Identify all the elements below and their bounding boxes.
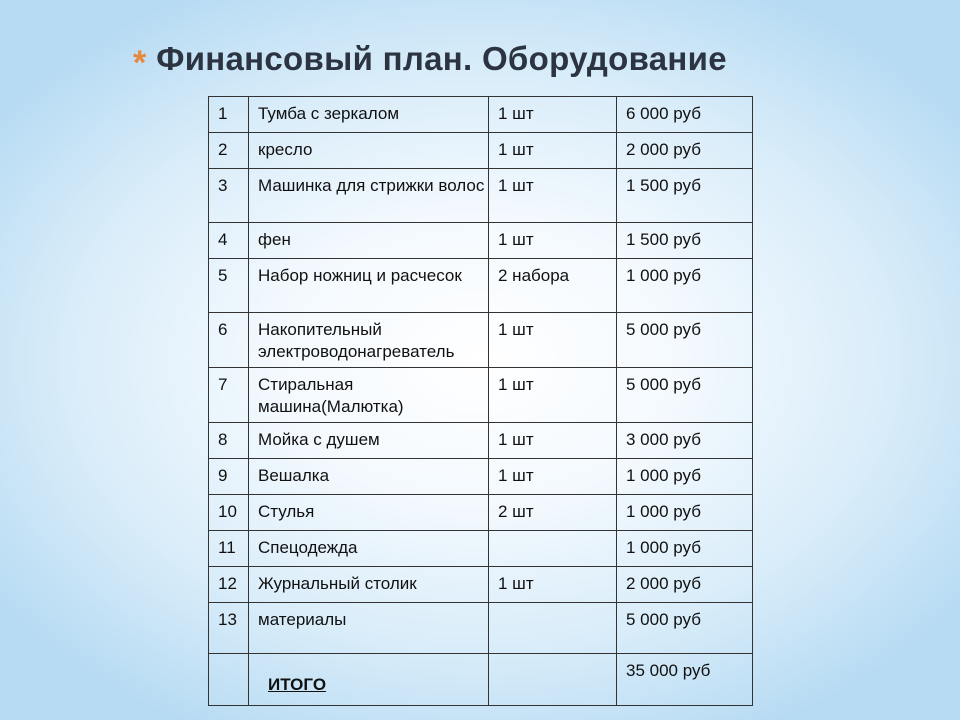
item-quantity: 1 шт [489, 313, 617, 368]
row-number: 11 [209, 531, 249, 567]
item-quantity: 2 шт [489, 495, 617, 531]
item-quantity: 1 шт [489, 97, 617, 133]
row-number: 3 [209, 169, 249, 223]
page-title: Финансовый план. Оборудование [156, 40, 727, 77]
row-number: 2 [209, 133, 249, 169]
asterisk-bullet-icon: * [133, 44, 147, 82]
item-price: 1 500 руб [617, 169, 753, 223]
table-row [209, 313, 753, 368]
item-quantity: 1 шт [489, 169, 617, 223]
row-number: 7 [209, 368, 249, 423]
item-name: Стиральная машина(Малютка) [249, 368, 489, 423]
item-quantity: 1 шт [489, 423, 617, 459]
item-name: Спецодежда [249, 531, 489, 567]
total-label: ИТОГО [268, 675, 327, 694]
item-quantity: 1 шт [489, 223, 617, 259]
total-quantity-cell [489, 654, 617, 706]
item-name: Стулья [249, 495, 489, 531]
item-quantity: 1 шт [489, 459, 617, 495]
item-quantity: 1 шт [489, 368, 617, 423]
row-number: 12 [209, 567, 249, 603]
row-number: 8 [209, 423, 249, 459]
table-row [209, 259, 753, 313]
row-number: 5 [209, 259, 249, 313]
table-row [209, 531, 753, 567]
total-label-cell [249, 654, 489, 706]
item-name: кресло [249, 133, 489, 169]
item-price: 5 000 руб [617, 368, 753, 423]
item-quantity: 2 набора [489, 259, 617, 313]
item-name: Накопительный электроводонагреватель [249, 313, 489, 368]
equipment-table-body [209, 97, 753, 706]
table-row [209, 603, 753, 654]
item-price: 1 000 руб [617, 459, 753, 495]
item-name: Журнальный столик [249, 567, 489, 603]
item-price: 1 000 руб [617, 259, 753, 313]
item-price: 1 000 руб [617, 531, 753, 567]
item-price: 5 000 руб [617, 603, 753, 654]
item-name: Машинка для стрижки волос [249, 169, 489, 223]
row-number: 6 [209, 313, 249, 368]
row-number: 13 [209, 603, 249, 654]
item-price: 1 000 руб [617, 495, 753, 531]
table-row [209, 368, 753, 423]
item-name: Вешалка [249, 459, 489, 495]
item-quantity [489, 603, 617, 654]
table-row [209, 459, 753, 495]
table-row [209, 423, 753, 459]
row-number: 1 [209, 97, 249, 133]
item-price: 2 000 руб [617, 133, 753, 169]
item-quantity: 1 шт [489, 567, 617, 603]
item-name: фен [249, 223, 489, 259]
table-row [209, 495, 753, 531]
item-price: 5 000 руб [617, 313, 753, 368]
table-row [209, 223, 753, 259]
table-row [209, 97, 753, 133]
item-name: Тумба с зеркалом [249, 97, 489, 133]
item-name: Мойка с душем [249, 423, 489, 459]
item-name: материалы [249, 603, 489, 654]
item-price: 2 000 руб [617, 567, 753, 603]
slide-title [133, 40, 727, 82]
table-row [209, 567, 753, 603]
equipment-table [208, 96, 753, 706]
item-quantity [489, 531, 617, 567]
row-number: 10 [209, 495, 249, 531]
item-name: Набор ножниц и расчесок [249, 259, 489, 313]
item-quantity: 1 шт [489, 133, 617, 169]
table-row [209, 133, 753, 169]
row-number: 9 [209, 459, 249, 495]
total-price: 35 000 руб [617, 654, 753, 706]
row-number: 4 [209, 223, 249, 259]
item-price: 1 500 руб [617, 223, 753, 259]
item-price: 6 000 руб [617, 97, 753, 133]
total-row [209, 654, 753, 706]
item-price: 3 000 руб [617, 423, 753, 459]
table-row [209, 169, 753, 223]
total-number-cell [209, 654, 249, 706]
